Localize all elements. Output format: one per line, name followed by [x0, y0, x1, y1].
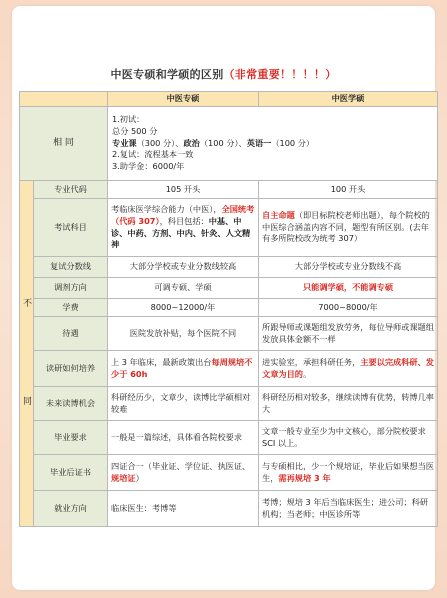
row-exam — [20, 199, 438, 257]
title-emphasis: （非常重要！！！！） — [223, 68, 337, 81]
row-label: 读研如何培养 — [34, 351, 108, 387]
header-corner — [20, 92, 108, 107]
same-line-3 — [112, 138, 433, 150]
cell-prof: 大部分学校或专业分数线较高 — [108, 257, 259, 278]
cell-acad: 自主命题（即目标院校老师出题），每个院校的中医综合涵盖内容不同，题型有所区别。(去年有多所院校改为统考 307） — [259, 199, 438, 257]
row-label: 学费 — [34, 299, 108, 317]
cell-prof: 上 3 年临床，最新政策出台每周规培不少于 60h — [108, 351, 259, 387]
same-subject-major-score: （300 分）、 — [136, 137, 184, 148]
diff-label — [20, 181, 34, 527]
row-label: 调剂方向 — [34, 278, 108, 299]
row-benefits — [20, 317, 438, 351]
row-tuition — [20, 299, 438, 317]
same-row — [20, 107, 438, 181]
row-label: 就业方向 — [34, 491, 108, 527]
diff-label-bottom: 同 — [23, 396, 33, 407]
same-subject-major: 专业课 — [112, 137, 137, 148]
cell-prof: 105 开头 — [108, 181, 259, 199]
header-acad: 中医学硕 — [259, 92, 438, 107]
row-label: 毕业后证书 — [34, 455, 108, 491]
title-main: 中医专硕和学硕的区别 — [110, 68, 224, 81]
row-career — [20, 491, 438, 527]
header-row — [20, 92, 438, 107]
cell-prof: 四证合一（毕业证、学位证、执医证、规培证） — [108, 455, 259, 491]
cell-acad: 大部分学校或专业分数线不高 — [259, 257, 438, 278]
cell-prof: 科研经历少，文章少，读博比学硕相对较难 — [108, 387, 259, 421]
row-label: 专业代码 — [34, 181, 108, 199]
page-title — [0, 66, 447, 82]
row-label: 毕业要求 — [34, 421, 108, 455]
row-training — [20, 351, 438, 387]
same-content — [108, 107, 438, 181]
cell-acad: 考博；规培 3 年后当临床医生；进公司；科研机构；当老师；中医诊所等 — [259, 491, 438, 527]
cell-prof: 8000~12000/年 — [108, 299, 259, 317]
same-label: 相 同 — [20, 107, 108, 181]
cell-acad: 7000~8000/年 — [259, 299, 438, 317]
same-line-2: 总分 500 分 — [112, 125, 158, 136]
row-code — [20, 181, 438, 199]
row-label: 未来读博机会 — [34, 387, 108, 421]
same-subject-english-score: （100 分） — [271, 137, 315, 148]
same-line-4: 2.复试：流程基本一致 — [112, 149, 194, 160]
cell-acad: 科研经历相对较多，继续读博有优势，转博几率大 — [259, 387, 438, 421]
cell-acad: 100 开头 — [259, 181, 438, 199]
same-subject-english: 英语一 — [246, 137, 272, 148]
row-label: 考试科目 — [34, 199, 108, 257]
header-prof: 中医专硕 — [108, 92, 259, 107]
row-retest-line — [20, 257, 438, 278]
comparison-table — [19, 91, 438, 527]
cell-prof: 考临床医学综合能力（中医），全国统考（代码 307），科目包括：中基、中诊、中药、方剂、中内、针灸、人文精神 — [108, 199, 259, 257]
row-graduation — [20, 421, 438, 455]
row-transfer — [20, 278, 438, 299]
same-subject-politics-score: （100 分）、 — [199, 137, 247, 148]
row-certificates — [20, 455, 438, 491]
same-subject-politics: 政治 — [183, 137, 200, 148]
same-line-1: 1.初试： — [112, 113, 145, 124]
row-label: 复试分数线 — [34, 257, 108, 278]
cell-prof: 临床医生：考博等 — [108, 491, 259, 527]
same-line-5: 3.助学金：6000/年 — [112, 161, 185, 172]
diff-label-top: 不 — [23, 299, 33, 310]
cell-prof: 医院发放补贴，每个医院不同 — [108, 317, 259, 351]
cell-acad: 进实验室，承担科研任务，主要以完成科研、发文章为目的。 — [259, 351, 438, 387]
cell-acad: 只能调学硕，不能调专硕 — [259, 278, 438, 299]
cell-acad: 文章一般专业至少为中文核心，部分院校要求 SCI 以上。 — [259, 421, 438, 455]
cell-acad: 与专硕相比，少一个规培证，毕业后如果想当医生，需再规培 3 年 — [259, 455, 438, 491]
row-label: 待遇 — [34, 317, 108, 351]
cell-acad: 所跟导师或课题组发放劳务，每位导师或课题组发放具体金额不一样 — [259, 317, 438, 351]
cell-prof: 一般是一篇综述，具体看各院校要求 — [108, 421, 259, 455]
cell-prof: 可调专硕、学硕 — [108, 278, 259, 299]
row-phd — [20, 387, 438, 421]
